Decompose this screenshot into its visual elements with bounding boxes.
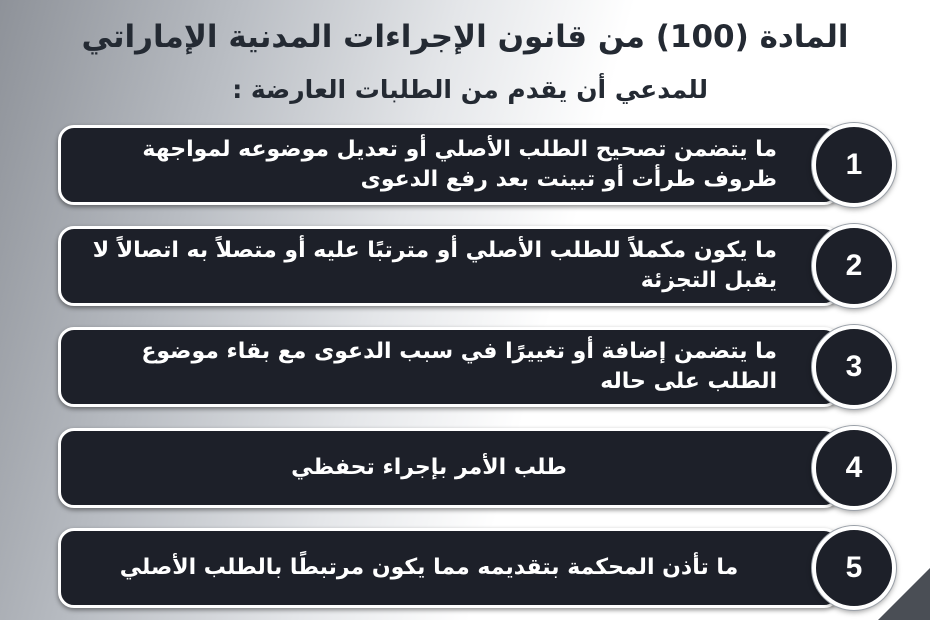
list-item <box>58 123 896 207</box>
list-item <box>58 325 896 409</box>
item-text: ما تأذن المحكمة بتقديمه مما يكون مرتبطًا بالطلب الأصلي <box>119 555 739 580</box>
item-number-badge: 1 <box>812 123 896 207</box>
page-subtitle: للمدعي أن يقدم من الطلبات العارضة : <box>232 75 708 104</box>
item-box <box>58 327 840 407</box>
item-box <box>58 226 840 306</box>
list-item <box>58 526 896 610</box>
item-text: ما يتضمن إضافة أو تغييرًا في سبب الدعوى مع بقاء موضوع الطلب على حاله <box>141 339 777 394</box>
item-number-badge: 5 <box>812 526 896 610</box>
list-item <box>58 426 896 510</box>
item-text: طلب الأمر بإجراء تحفظي <box>291 455 567 480</box>
page-title: المادة (100) من قانون الإجراءات المدنية الإماراتي <box>81 19 849 55</box>
item-text: ما يكون مكملاً للطلب الأصلي أو مترتبًا عليه أو متصلاً به اتصالاً لا يقبل التجزئة <box>92 238 777 293</box>
corner-decoration <box>878 568 930 620</box>
item-number-badge: 4 <box>812 426 896 510</box>
item-number-badge: 3 <box>812 325 896 409</box>
list-item <box>58 224 896 308</box>
item-box <box>58 428 840 508</box>
item-box <box>58 125 840 205</box>
item-box <box>58 528 840 608</box>
item-number-badge: 2 <box>812 224 896 308</box>
item-text: ما يتضمن تصحيح الطلب الأصلي أو تعديل موضوعه لمواجهة ظروف طرأت أو تبينت بعد رفع الدعوى <box>142 137 777 192</box>
